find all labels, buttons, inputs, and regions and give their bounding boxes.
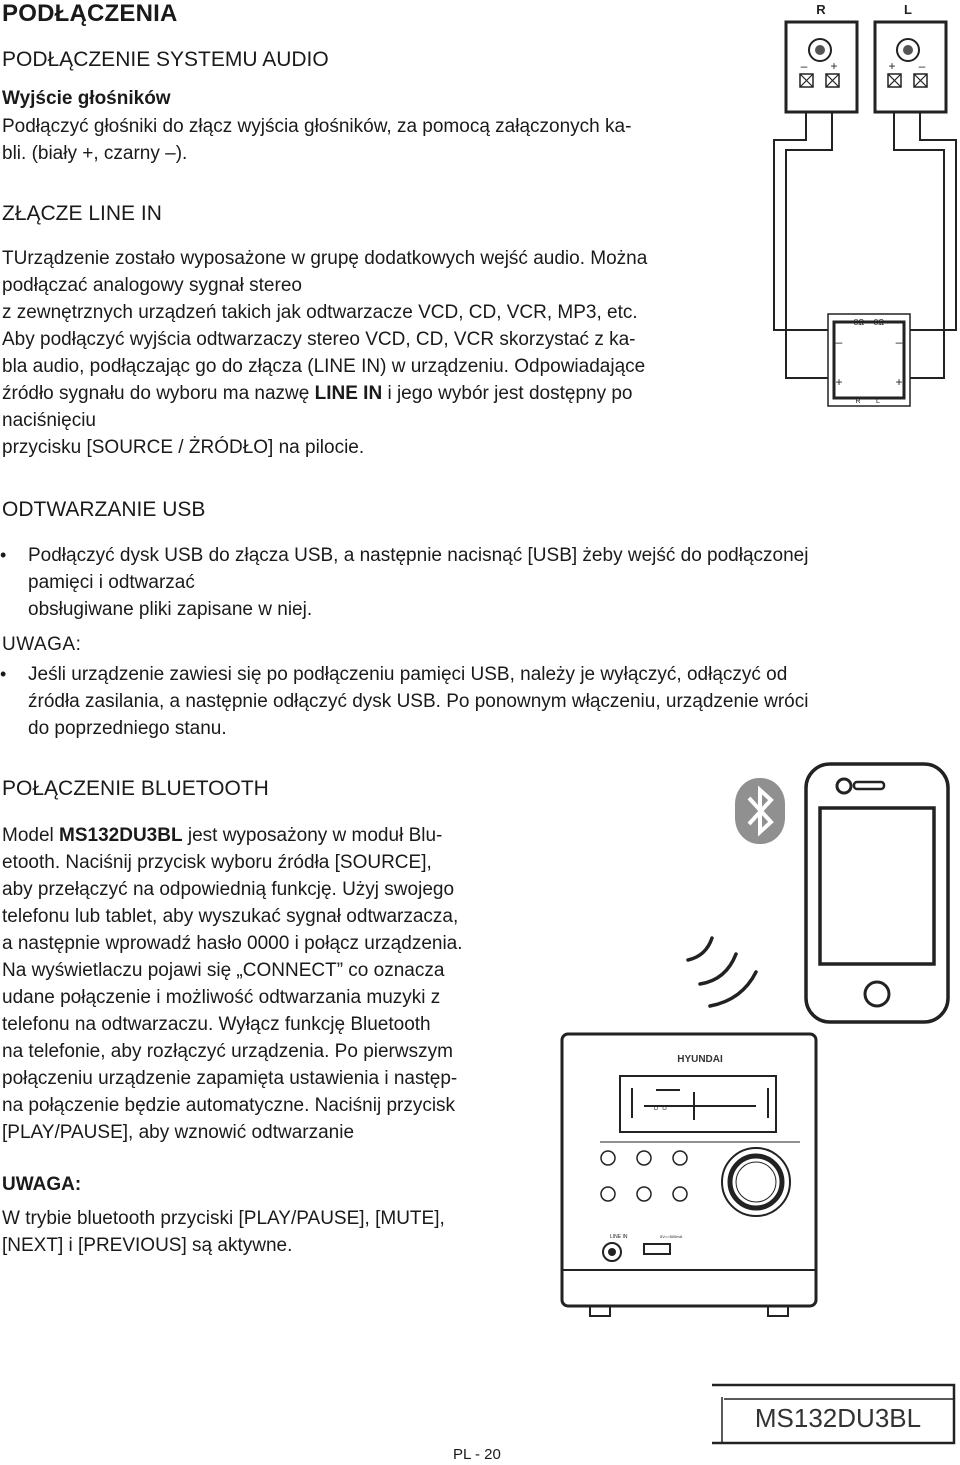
bluetooth-note-label: UWAGA:	[2, 1174, 82, 1195]
model-badge	[710, 1383, 960, 1445]
audio-heading: PODŁĄCZENIE SYSTEMU AUDIO	[2, 48, 329, 71]
svg-text:+: +	[835, 375, 843, 389]
bullet-glyph: •	[0, 545, 7, 565]
text-line: telefonu lub tablet, aby wyszukać sygnał odtwarzacza,	[2, 906, 459, 927]
model-keyword: MS132DU3BL	[59, 825, 183, 846]
speaker-connection-diagram	[768, 0, 960, 415]
bluetooth-heading: POŁĄCZENIE BLUETOOTH	[2, 777, 269, 800]
text-line: źródło sygnału do wyboru ma nazwę LINE IN i jego wybór jest dostępny po	[2, 383, 633, 404]
usb-rating-label: 5V==500mA	[660, 1234, 683, 1239]
page-number: PL - 20	[453, 1446, 501, 1463]
text-line: do poprzedniego stanu.	[28, 718, 227, 739]
text-line: udane połączenie i możliwość odtwarzania muzyki z	[2, 987, 441, 1008]
text-line: Podłączyć dysk USB do złącza USB, a następnie nacisnąć [USB] żeby wejść do podłączonej	[28, 545, 809, 566]
usb-heading: ODTWARZANIE USB	[2, 498, 206, 521]
svg-text:8Ω: 8Ω	[873, 318, 885, 327]
wireless-signal-icon	[680, 888, 820, 1038]
text-line: Jeśli urządzenie zawiesi się po podłączeniu pamięci USB, należy je wyłączyć, odłączyć od	[28, 664, 788, 685]
text-line: a następnie wprowadź hasło 0000 i połącz urządzenia.	[2, 933, 463, 954]
text-line: naciśnięciu	[2, 410, 96, 431]
label-l: L	[904, 2, 912, 17]
model-badge-text: MS132DU3BL	[754, 1403, 922, 1433]
bluetooth-icon	[735, 778, 785, 844]
svg-text:+: +	[830, 59, 838, 73]
text-line: bla audio, podłączając go do złącza (LINE IN) w urządzeniu. Odpowiadające	[2, 356, 646, 377]
smartphone-illustration	[804, 762, 950, 1024]
text-line: podłączać analogowy sygnał stereo	[2, 275, 302, 296]
svg-text:–: –	[800, 59, 808, 73]
usb-bullet-1	[0, 542, 958, 623]
text-line: na połączenie będzie automatyczne. Naciśnij przycisk	[2, 1095, 456, 1116]
speaker-terminal-r	[786, 22, 857, 112]
page-title: PODŁĄCZENIA	[2, 0, 178, 27]
svg-text:R: R	[855, 398, 861, 405]
line-in-keyword: LINE IN	[314, 383, 383, 404]
usb-bullet-2	[0, 661, 958, 742]
text-line: [PLAY/PAUSE], aby wznowić odtwarzanie	[2, 1122, 355, 1143]
text-line: TUrządzenie zostało wyposażone w grupę dodatkowych wejść audio. Można	[2, 248, 648, 269]
text-line: Podłączyć głośniki do złącz wyjścia głośników, za pomocą załączonych ka-	[2, 116, 632, 137]
text-line: przycisku [SOURCE / ŻRÓDŁO] na pilocie.	[2, 437, 365, 458]
brand-logo: HYUNDAI	[677, 1054, 723, 1065]
speaker-output-subheading: Wyjście głośników	[2, 88, 171, 109]
text-line: W trybie bluetooth przyciski [PLAY/PAUSE], [MUTE],	[2, 1208, 445, 1229]
text-line: Na wyświetlaczu pojawi się „CONNECT” co oznacza	[2, 960, 445, 981]
text-line: na telefonie, aby rozłączyć urządzenia. Po pierwszym	[2, 1041, 453, 1062]
text-line: [NEXT] i [PREVIOUS] są aktywne.	[2, 1235, 293, 1256]
bluetooth-note	[2, 1205, 562, 1259]
svg-text:–: –	[835, 335, 843, 349]
bullet-glyph: •	[0, 664, 7, 684]
svg-text:8Ω: 8Ω	[853, 318, 865, 327]
text-line: Model MS132DU3BL jest wyposażony w moduł Blu-	[2, 825, 443, 846]
text-line: Aby podłączyć wyjścia odtwarzaczy stereo VCD, CD, VCR skorzystać z ka-	[2, 329, 636, 350]
usb-note-label: UWAGA:	[2, 634, 82, 655]
line-in-paragraph	[2, 245, 777, 461]
text-line: z zewnętrznych urządzeń takich jak odtwarzacze VCD, CD, VCR, MP3, etc.	[2, 302, 638, 323]
bluetooth-paragraph	[2, 822, 562, 1146]
phone-screen	[820, 808, 934, 964]
text-line: telefonu na odtwarzaczu. Wyłącz funkcję Bluetooth	[2, 1014, 431, 1035]
line-in-label: LINE IN	[610, 1234, 628, 1240]
text-line: bli. (biały +, czarny –).	[2, 143, 188, 164]
text-line: pamięci i odtwarzać	[28, 572, 195, 593]
svg-text:L: L	[876, 398, 880, 405]
svg-text:–: –	[895, 335, 903, 349]
svg-text:▫ ▫: ▫ ▫	[653, 1099, 667, 1115]
speaker-terminal-l	[875, 22, 946, 112]
audio-paragraph	[2, 113, 631, 167]
line-in-heading: ZŁĄCZE LINE IN	[2, 202, 162, 225]
text-line: połączeniu urządzenie zapamięta ustawienia i następ-	[2, 1068, 458, 1089]
text-line: obsługiwane pliki zapisane w niej.	[28, 599, 313, 620]
svg-text:+: +	[888, 59, 896, 73]
text-line: źródła zasilania, a następnie odłączyć dysk USB. Po ponownym włączeniu, urządzenie wróci	[28, 691, 809, 712]
micro-system-device	[560, 1030, 820, 1320]
device-display	[620, 1076, 776, 1132]
text-line: etooth. Naciśnij przycisk wyboru źródła [SOURCE],	[2, 852, 432, 873]
svg-text:–: –	[918, 59, 926, 73]
svg-text:+: +	[895, 375, 903, 389]
label-r: R	[816, 2, 826, 17]
text-line: aby przełączyć na odpowiednią funkcję. Użyj swojego	[2, 879, 455, 900]
